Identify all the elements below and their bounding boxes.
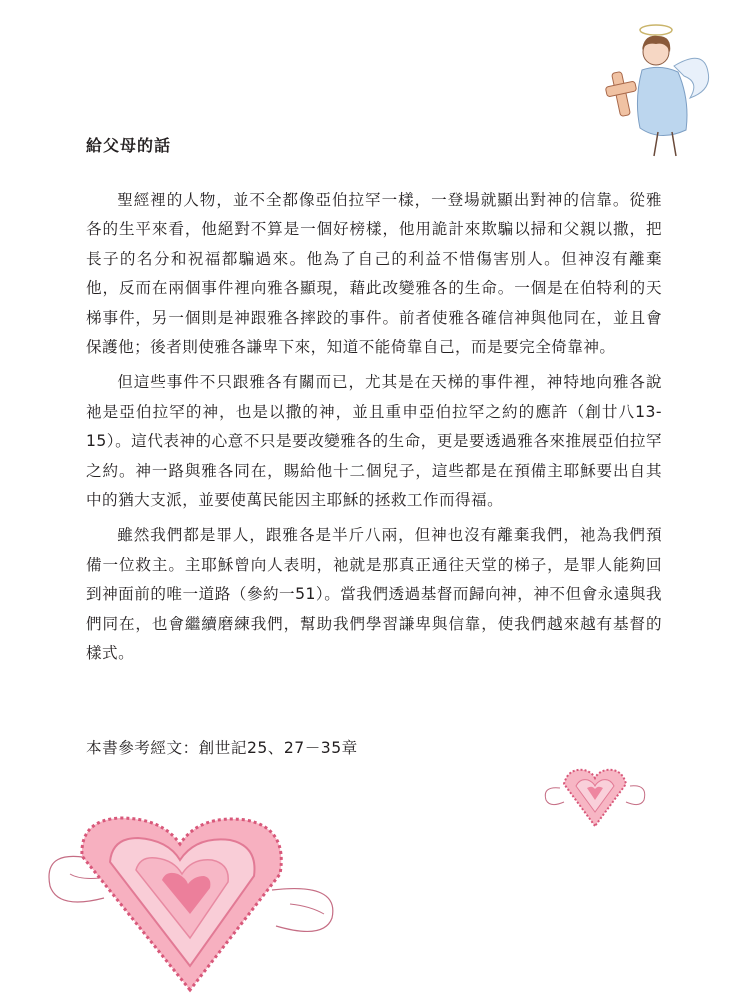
paragraph-2: 但這些事件不只跟雅各有關而已，尤其是在天梯的事件裡，神特地向雅各說祂是亞伯拉罕的神，也是以撒的神，並且重申亞伯拉罕之約的應許（創廿八13-15）。這代表神的心意不只是要改變雅各的生命，更是要透過雅各來推展亞伯拉罕之約。神一路與雅各同在，賜給他十二個兒子，這些都是在預備主耶穌要出自其中的猶大支派，並要使萬民能因主耶穌的拯救工作而得福。 <box>86 373 662 510</box>
winged-heart-small-illustration <box>540 756 650 836</box>
paragraph-3: 雖然我們都是罪人，跟雅各是半斤八兩，但神也沒有離棄我們，祂為我們預備一位救主。主耶穌曾向人表明，祂就是那真正通往天堂的梯子，是罪人能夠回到神面前的唯一道路（參約一51）。當我們透過基督而歸向神，神不但會永遠與我們同在，也會繼續磨練我們，幫助我們學習謙卑與信靠，使我們越來越有基督的樣式。 <box>86 526 662 663</box>
angel-illustration <box>600 20 712 160</box>
scripture-reference: 本書參考經文：創世記25、27－35章 <box>86 739 358 757</box>
paragraph-1: 聖經裡的人物，並不全都像亞伯拉罕一樣，一登場就顯出對神的信靠。從雅各的生平來看，他絕對不算是一個好榜樣，他用詭計來欺騙以掃和父親以撒，把長子的名分和祝福都騙過來。他為了自己的利益不惜傷害別人。但神沒有離棄他，反而在兩個事件裡向雅各顯現，藉此改變雅各的生命。一個是在伯特利的天梯事件，另一個則是神跟雅各摔跤的事件。前者使雅各確信神與他同在，並且會保護他；後者則使雅各謙卑下來，知道不能倚靠自己，而是要完全倚靠神。 <box>86 191 662 357</box>
page-title: 給父母的話 <box>86 136 172 155</box>
body-text <box>86 186 662 675</box>
winged-heart-large-illustration <box>40 790 350 995</box>
